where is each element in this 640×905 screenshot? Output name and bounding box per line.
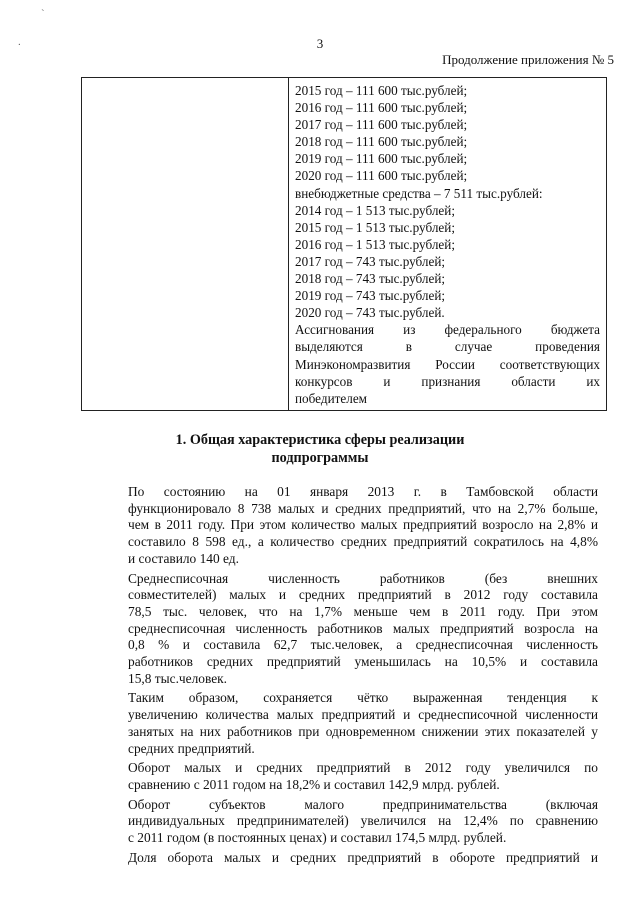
funding-line: 2015 год – 1 513 тыс.рублей;	[295, 219, 455, 235]
text-line: Доля оборота малых и средних предприятий в обороте предприятий и	[128, 849, 598, 865]
paragraph	[88, 797, 598, 847]
text-line: Среднесписочная численность работников (без внешних	[128, 570, 598, 586]
funding-table	[81, 77, 607, 411]
funding-note-line: Ассигнования из федерального бюджета	[295, 322, 600, 338]
funding-line: 2020 год – 743 тыс.рублей.	[295, 305, 445, 321]
paragraph	[88, 571, 598, 688]
funding-line: 2014 год – 1 513 тыс.рублей;	[295, 202, 455, 218]
text-line: Таким образом, сохраняется чётко выраженная тенденция к	[128, 690, 598, 706]
text-line: работников средних предприятий уменьшилась на 10,5% и составила	[128, 654, 598, 670]
funding-line: 2018 год – 743 тыс.рублей;	[295, 271, 446, 287]
appendix-label: Продолжение приложения № 5	[442, 52, 614, 67]
text-line: среднесписочная численность работников малых предприятий возросла на	[128, 620, 598, 636]
text-line: средних предприятий.	[128, 740, 255, 756]
paragraph	[88, 690, 598, 757]
text-line: 78,5 тыс. человек, что на 1,7% меньше чем в 2011 году. При этом	[128, 603, 598, 619]
text-line: увеличению количества малых предприятий и среднесписочной численности	[128, 707, 598, 723]
text-line: 15,8 тыс.человек.	[128, 670, 228, 686]
paragraph	[88, 760, 598, 793]
funding-note-line: победителем	[295, 390, 368, 406]
section-title-line: 1. Общая характеристика сферы реализации	[175, 432, 465, 448]
text-line: с 2011 годом (в постоянных ценах) и составил 174,5 млрд. рублей.	[128, 830, 507, 846]
text-line: совместителей) малых и средних предприятий в 2012 году составила	[128, 587, 598, 603]
funding-line: 2017 год – 111 600 тыс.рублей;	[295, 117, 468, 133]
page-number: 3	[316, 36, 324, 51]
funding-cell	[295, 82, 600, 407]
scan-mark: .	[18, 36, 21, 48]
paragraph	[88, 484, 598, 568]
funding-line: 2017 год – 743 тыс.рублей;	[295, 253, 446, 269]
funding-note-line: конкурсов и признания области их	[295, 373, 600, 389]
funding-note-line: Минэкономразвития России соответствующих	[295, 356, 600, 372]
funding-line: внебюджетные средства – 7 511 тыс.рублей:	[295, 185, 543, 201]
text-line: занятых на них работников при одновременном снижении этих показателей у	[128, 723, 598, 739]
funding-line: 2016 год – 111 600 тыс.рублей;	[295, 100, 468, 116]
scan-mark: `	[41, 8, 45, 20]
funding-line: 2016 год – 1 513 тыс.рублей;	[295, 236, 455, 252]
table-column-divider	[288, 78, 289, 410]
text-line: По состоянию на 01 января 2013 г. в Тамбовской области	[128, 484, 598, 499]
text-line: Оборот малых и средних предприятий в 2012 году увеличился по	[128, 760, 598, 776]
text-line: функционировало 8 738 малых и средних предприятий, что на 2,7% больше,	[128, 500, 598, 516]
text-line: чем в 2011 году. При этом количество малых предприятий возросло на 2,8% и	[128, 517, 598, 533]
text-line: составило 8 598 ед., а количество средних предприятий сократилось на 4,8%	[128, 534, 598, 550]
funding-line: 2019 год – 743 тыс.рублей;	[295, 288, 446, 304]
paragraph	[88, 850, 598, 867]
text-line: Оборот субъектов малого предпринимательства (включая	[128, 796, 598, 812]
body-text	[88, 484, 598, 869]
funding-line: 2019 год – 111 600 тыс.рублей;	[295, 151, 468, 167]
text-line: 0,8 % и составила 62,7 тыс.человек, а среднесписочная численность	[128, 637, 598, 653]
funding-line: 2020 год – 111 600 тыс.рублей;	[295, 168, 468, 184]
section-heading	[0, 431, 640, 467]
text-line: и составило 140 ед.	[128, 550, 239, 566]
funding-line: 2018 год – 111 600 тыс.рублей;	[295, 134, 468, 150]
section-title-line: подпрограммы	[271, 450, 369, 466]
text-line: индивидуальных предпринимателей) увеличился на 12,4% по сравнению	[128, 813, 598, 829]
funding-note-line: выделяются в случае проведения	[295, 339, 600, 355]
text-line: сравнению с 2011 годом на 18,2% и составил 142,9 млрд. рублей.	[128, 776, 500, 792]
funding-line: 2015 год – 111 600 тыс.рублей;	[295, 83, 468, 98]
